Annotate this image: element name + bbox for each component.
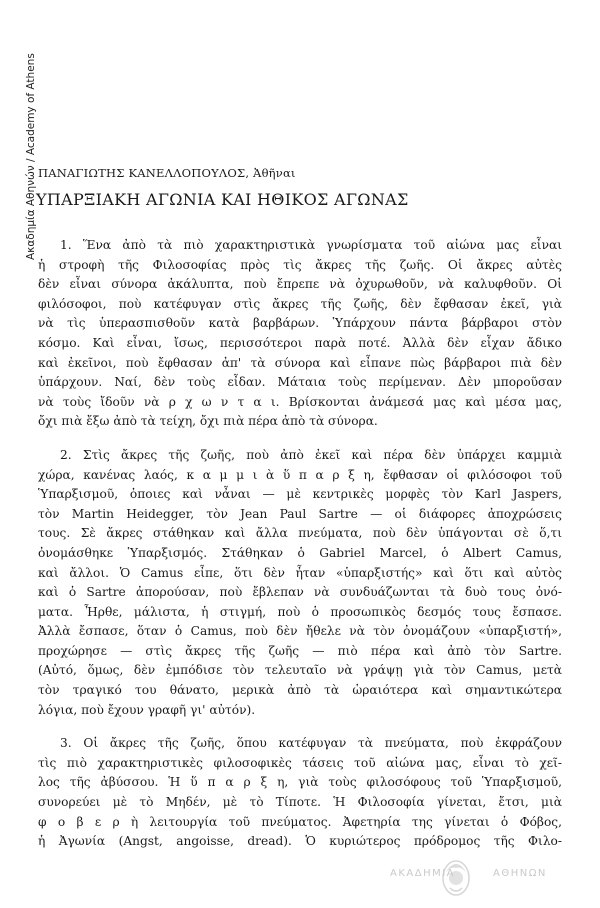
text-line: Ἀλλὰ ἔσπασε, ὅταν ὁ Camus, ποὺ δὲν ἤθελε νὰ τὸν ὀνομάζουν «ὑπαρξιστή», — [38, 624, 562, 639]
text-line: ὄχι πιὰ ἔξω ἀπὸ τὰ τείχη, ὄχι πιὰ πέρα ἀπὸ τὰ σύνορα. — [38, 414, 378, 429]
text-line: καὶ ἐκεῖνοι, ποὺ ἔφθασαν ἀπ' τὰ σύνορα καὶ εἶπανε πὼς βάρβαροι πιὰ δὲν — [38, 355, 562, 370]
paragraph-1 — [38, 236, 562, 432]
footer-watermark — [0, 852, 600, 902]
side-attribution-text: Ακαδημία Αθηνών / Academy of Athens — [25, 53, 37, 260]
text-line: ματα. Ἦρθε, μάλιστα, ἡ στιγμή, ποὺ ὁ προσωπικὸς δεσμός τους ἔσπασε. — [38, 604, 562, 619]
text-line: καὶ ἄλλοι. Ὁ Camus εἶπε, ὅτι δὲν ἦταν «ὑπαρξιστής» καὶ ὅτι καὶ αὐτὸς — [38, 565, 562, 580]
text-line: (Αὐτό, ὅμως, δὲν ἐμπόδισε τὸν τελευταῖο νὰ γράψῃ γιὰ τὸν Camus, μετὰ — [38, 663, 562, 678]
text-line: λόγια, ποὺ ἔχουν γραφῆ γι' αὐτόν). — [38, 702, 256, 717]
text-line: δὲν εἶναι σύνορα ἀκάλυπτα, ποὺ ἔπρεπε νὰ ὀχυρωθοῦν, νὰ καλυφθοῦν. Οἱ — [38, 277, 562, 292]
text-line: τους. Σὲ ἄκρες στάθηκαν καὶ ἄλλα πνεύματα, ποὺ δὲν ὑπάγονται σὲ ὅ,τι — [38, 526, 562, 541]
text-line: ἡ στροφὴ τῆς Φιλοσοφίας πρὸς τὶς ἄκρες τῆς ζωῆς. Οἱ ἄκρες αὐτὲς — [38, 257, 562, 272]
text-line: φιλόσοφοι, ποὺ κατέφυγαν στὶς ἄκρες τῆς ζωῆς, δὲν ἔφθασαν ἐκεῖ, γιὰ — [38, 296, 562, 311]
text-line: λος τῆς ἀβύσσου. Ἡ ὕ π α ρ ξ η, γιὰ τοὺς φιλοσόφους τοῦ Ὑπαρξισμοῦ, — [38, 775, 562, 790]
text-line: ἡ Ἀγωνία (Angst, angoisse, dread). Ὁ κυριώτερος πρόδρομος τῆς Φιλο- — [38, 834, 562, 849]
author-byline: ΠΑΝΑΓΙΩΤΗΣ ΚΑΝΕΛΛΟΠΟΥΛΟΣ, Ἀθῆναι — [38, 166, 296, 180]
text-line: τὶς πιὸ χαρακτηριστικὲς φιλοσοφικὲς τάσεις τοῦ αἰώνα μας, εἶναι τὸ χεῖ- — [38, 755, 562, 770]
text-line: ὀνομάσθηκε Ὑπαρξισμός. Στάθηκαν ὁ Gabriel Marcel, ὁ Albert Camus, — [38, 545, 562, 560]
text-line: καὶ ὁ Sartre ἀπορούσαν, ποὺ ἔβλεπαν νὰ συνδυάζωνται τὰ δυὸ τους ὀνό- — [38, 585, 562, 600]
text-line: τὸν Martin Heidegger, τὸν Jean Paul Sartre — οἱ διάφορες ἀποχρώσεις — [38, 506, 562, 521]
text-line: ὑπάρχουν. Ναί, δὲν τοὺς εἶδαν. Μάταια τοὺς περίμεναν. Δὲν μποροῦσαν — [38, 375, 562, 390]
paragraph-2 — [38, 446, 562, 720]
footer-text — [390, 868, 547, 879]
article-title: ΥΠΑΡΞΙΑΚΗ ΑΓΩΝΙΑ ΚΑΙ ΗΘΙΚΟΣ ΑΓΩΝΑΣ — [36, 190, 409, 209]
text-line: συνορεύει μὲ τὸ Μηδέν, μὲ τὸ Τίποτε. Ἡ Φιλοσοφία γίνεται, ἔτσι, μιὰ — [38, 795, 562, 810]
side-attribution — [18, 30, 37, 260]
text-line: χώρα, κανένας λαός, κ α μ μ ι ὰ ὕ π α ρ ξ η, ἔφθασαν οἱ φιλόσοφοι τοῦ — [38, 467, 562, 482]
text-line: προχώρησε — στὶς ἄκρες τῆς ζωῆς — πιὸ πέρα καὶ ἀπὸ τὸν Sartre. — [38, 643, 562, 658]
footer-left-text: ΑΚΑΔΗΜΙΑ — [390, 868, 456, 879]
text-line: νὰ τὶς ὑπερασπισθοῦν κατὰ βαρβάρων. Ὑπάρχουν πάντα βάρβαροι στὸν — [38, 316, 562, 331]
text-line: 3. Οἱ ἄκρες τῆς ζωῆς, ὅπου κατέφυγαν τὰ πνεύματα, ποὺ ἐκφράζουν — [60, 736, 562, 751]
text-line: τὸν τραγικό του θάνατο, μερικὰ ἀπὸ τὰ ὡραιότερα καὶ σημαντικώτερα — [38, 683, 562, 698]
footer-right-text: ΑΘΗΝΩΝ — [493, 868, 547, 879]
text-line: νὰ τοὺς ἴδοῦν νὰ ρ χ ω ν τ α ι. Βρίσκονται ἀνάμεσά μας καὶ μέσα μας, — [38, 394, 562, 409]
paragraph-3 — [38, 734, 562, 852]
article-body — [38, 236, 562, 866]
text-line: κόσμο. Καὶ εἶναι, ἴσως, περισσότεροι παρὰ ποτέ. Ἀλλὰ δὲν εἶχαν ἄδικο — [38, 335, 562, 350]
text-line: φ ο β ε ρ ὴ λειτουργία τοῦ πνεύματος. Ἀφετηρία της γίνεται ὁ Φόβος, — [38, 814, 562, 829]
text-line: Ὑπαρξισμοῦ, ὁποιες καὶ νἆναι — μὲ κεντρικὲς μορφὲς τὸν Karl Jaspers, — [38, 487, 562, 502]
text-line: 2. Στὶς ἄκρες τῆς ζωῆς, ποὺ ἀπὸ ἐκεῖ καὶ πέρα δὲν ὑπάρχει καμμιὰ — [60, 447, 562, 462]
text-line: 1. Ἕνα ἀπὸ τὰ πιὸ χαρακτηριστικὰ γνωρίσματα τοῦ αἰώνα μας εἶναι — [60, 238, 562, 252]
